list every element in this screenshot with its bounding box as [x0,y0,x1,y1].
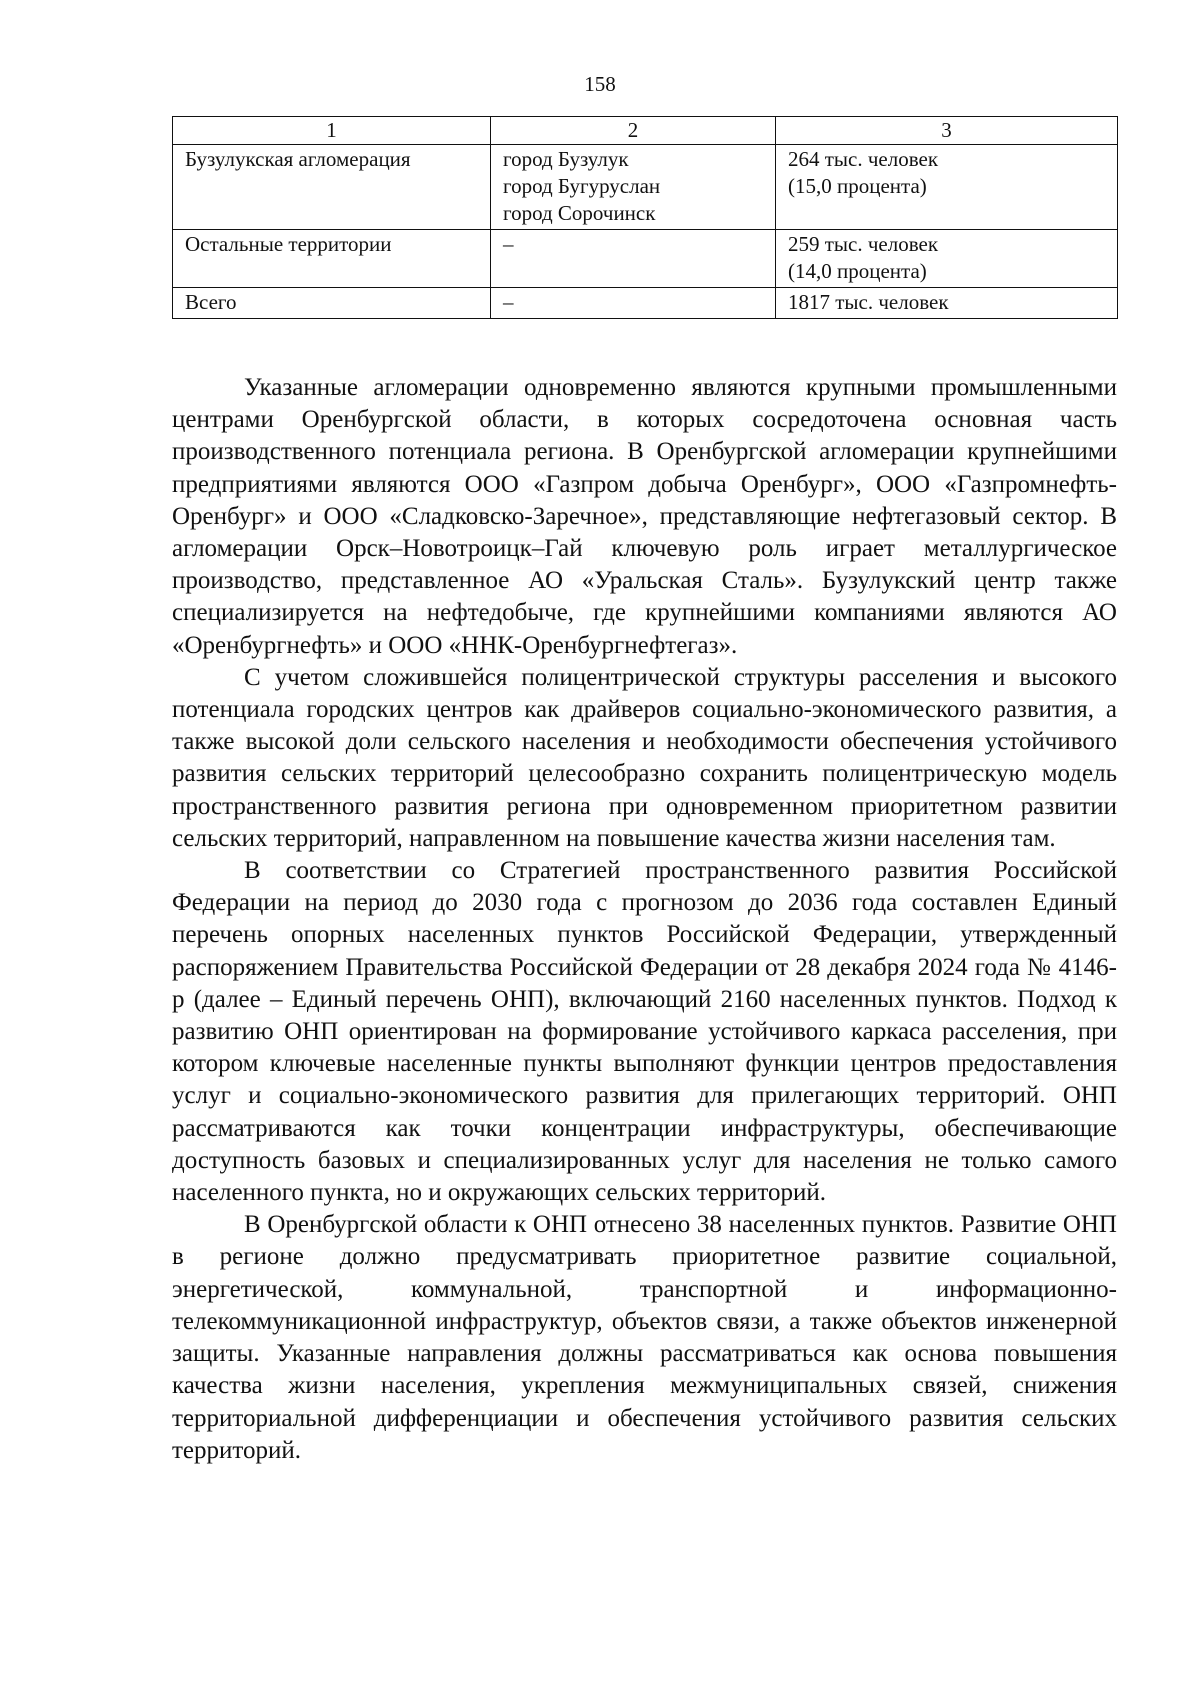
table-cell-cities [491,145,776,230]
table-cell-population [776,230,1118,288]
table-row [173,230,1118,288]
table-header-cell: 1 [173,117,491,145]
population-line: 1817 тыс. человек [788,290,949,314]
population-line: (14,0 процента) [788,259,927,283]
table-cell-cities [491,288,776,319]
city-line: – [503,290,514,314]
table-header-cell: 2 [491,117,776,145]
table-row [173,288,1118,319]
table-cell-name: Всего [173,288,491,319]
population-table [172,116,1118,319]
population-line: (15,0 процента) [788,174,927,198]
population-line: 264 тыс. человек [788,147,939,171]
paragraph: С учетом сложившейся полицентрической структуры расселения и высокого потенциала городских центров как драйверов социально-экономического развития, а также высокой доли сельского населения и необходимости обеспечения устойчивого развития сельских территорий целесообразно сохранить полицентрическую модель пространственного развития региона при одновременном приоритетном развитии сельских территорий, направленном на повышение качества жизни населения там. [172,663,1117,852]
page-number: 158 [584,72,616,96]
paragraph: В соответствии со Стратегией пространственного развития Российской Федерации на период до 2030 года с прогнозом до 2036 года составлен Единый перечень опорных населенных пунктов Российской Федерации, утвержденный распоряжением Правительства Российской Федерации от 28 декабря 2024 года № 4146-р (далее – Единый перечень ОНП), включающий 2160 населенных пунктов. Подход к развитию ОНП ориентирован на формирование устойчивого каркаса расселения, при котором ключевые населенные пункты выполняют функции центров предоставления услуг и социально-экономического развития для прилегающих территорий. ОНП рассматриваются как точки концентрации инфраструктуры, обеспечивающие доступность базовых и специализированных услуг для населения не только самого населенного пункта, но и окружающих сельских территорий. [172,857,1117,1207]
city-line: город Бузулук [503,147,629,171]
table-header-row [173,117,1118,145]
table-cell-name: Остальные территории [173,230,491,288]
table-cell-name: Бузулукская агломерация [173,145,491,230]
paragraph: Указанные агломерации одновременно являются крупными промышленными центрами Оренбургской области, в которых сосредоточена основная часть производственного потенциала региона. В Оренбургской агломерации крупнейшими предприятиями являются ООО «Газпром добыча Оренбург», ООО «Газпромнефть-Оренбург» и ООО «Сладковско-Заречное», представляющие нефтегазовый сектор. В агломерации Орск–Новотроицк–Гай ключевую роль играет металлургическое производство, представленное АО «Уральская Сталь». Бузулукский центр также специализируется на нефтедобыче, где крупнейшими компаниями являются АО «Оренбургнефть» и ООО «ННК-Оренбургнефтегаз». [172,374,1117,659]
city-line: город Сорочинск [503,201,656,225]
city-line: – [503,232,514,256]
paragraph: В Оренбургской области к ОНП отнесено 38 населенных пунктов. Развитие ОНП в регионе должно предусматривать приоритетное развитие социальной, энергетической, коммунальной, транспортной и информационно-телекоммуникационной инфраструктур, объектов связи, а также объектов инженерной защиты. Указанные направления должны рассматриваться как основа повышения качества жизни населения, укрепления межмуниципальных связей, снижения территориальной дифференциации и обеспечения устойчивого развития сельских территорий. [172,1211,1117,1464]
table-cell-population [776,145,1118,230]
population-line: 259 тыс. человек [788,232,939,256]
table-cell-population [776,288,1118,319]
table-header-cell: 3 [776,117,1118,145]
table-cell-cities [491,230,776,288]
city-line: город Бугуруслан [503,174,661,198]
table-row [173,145,1118,230]
body-text [172,372,1117,1467]
